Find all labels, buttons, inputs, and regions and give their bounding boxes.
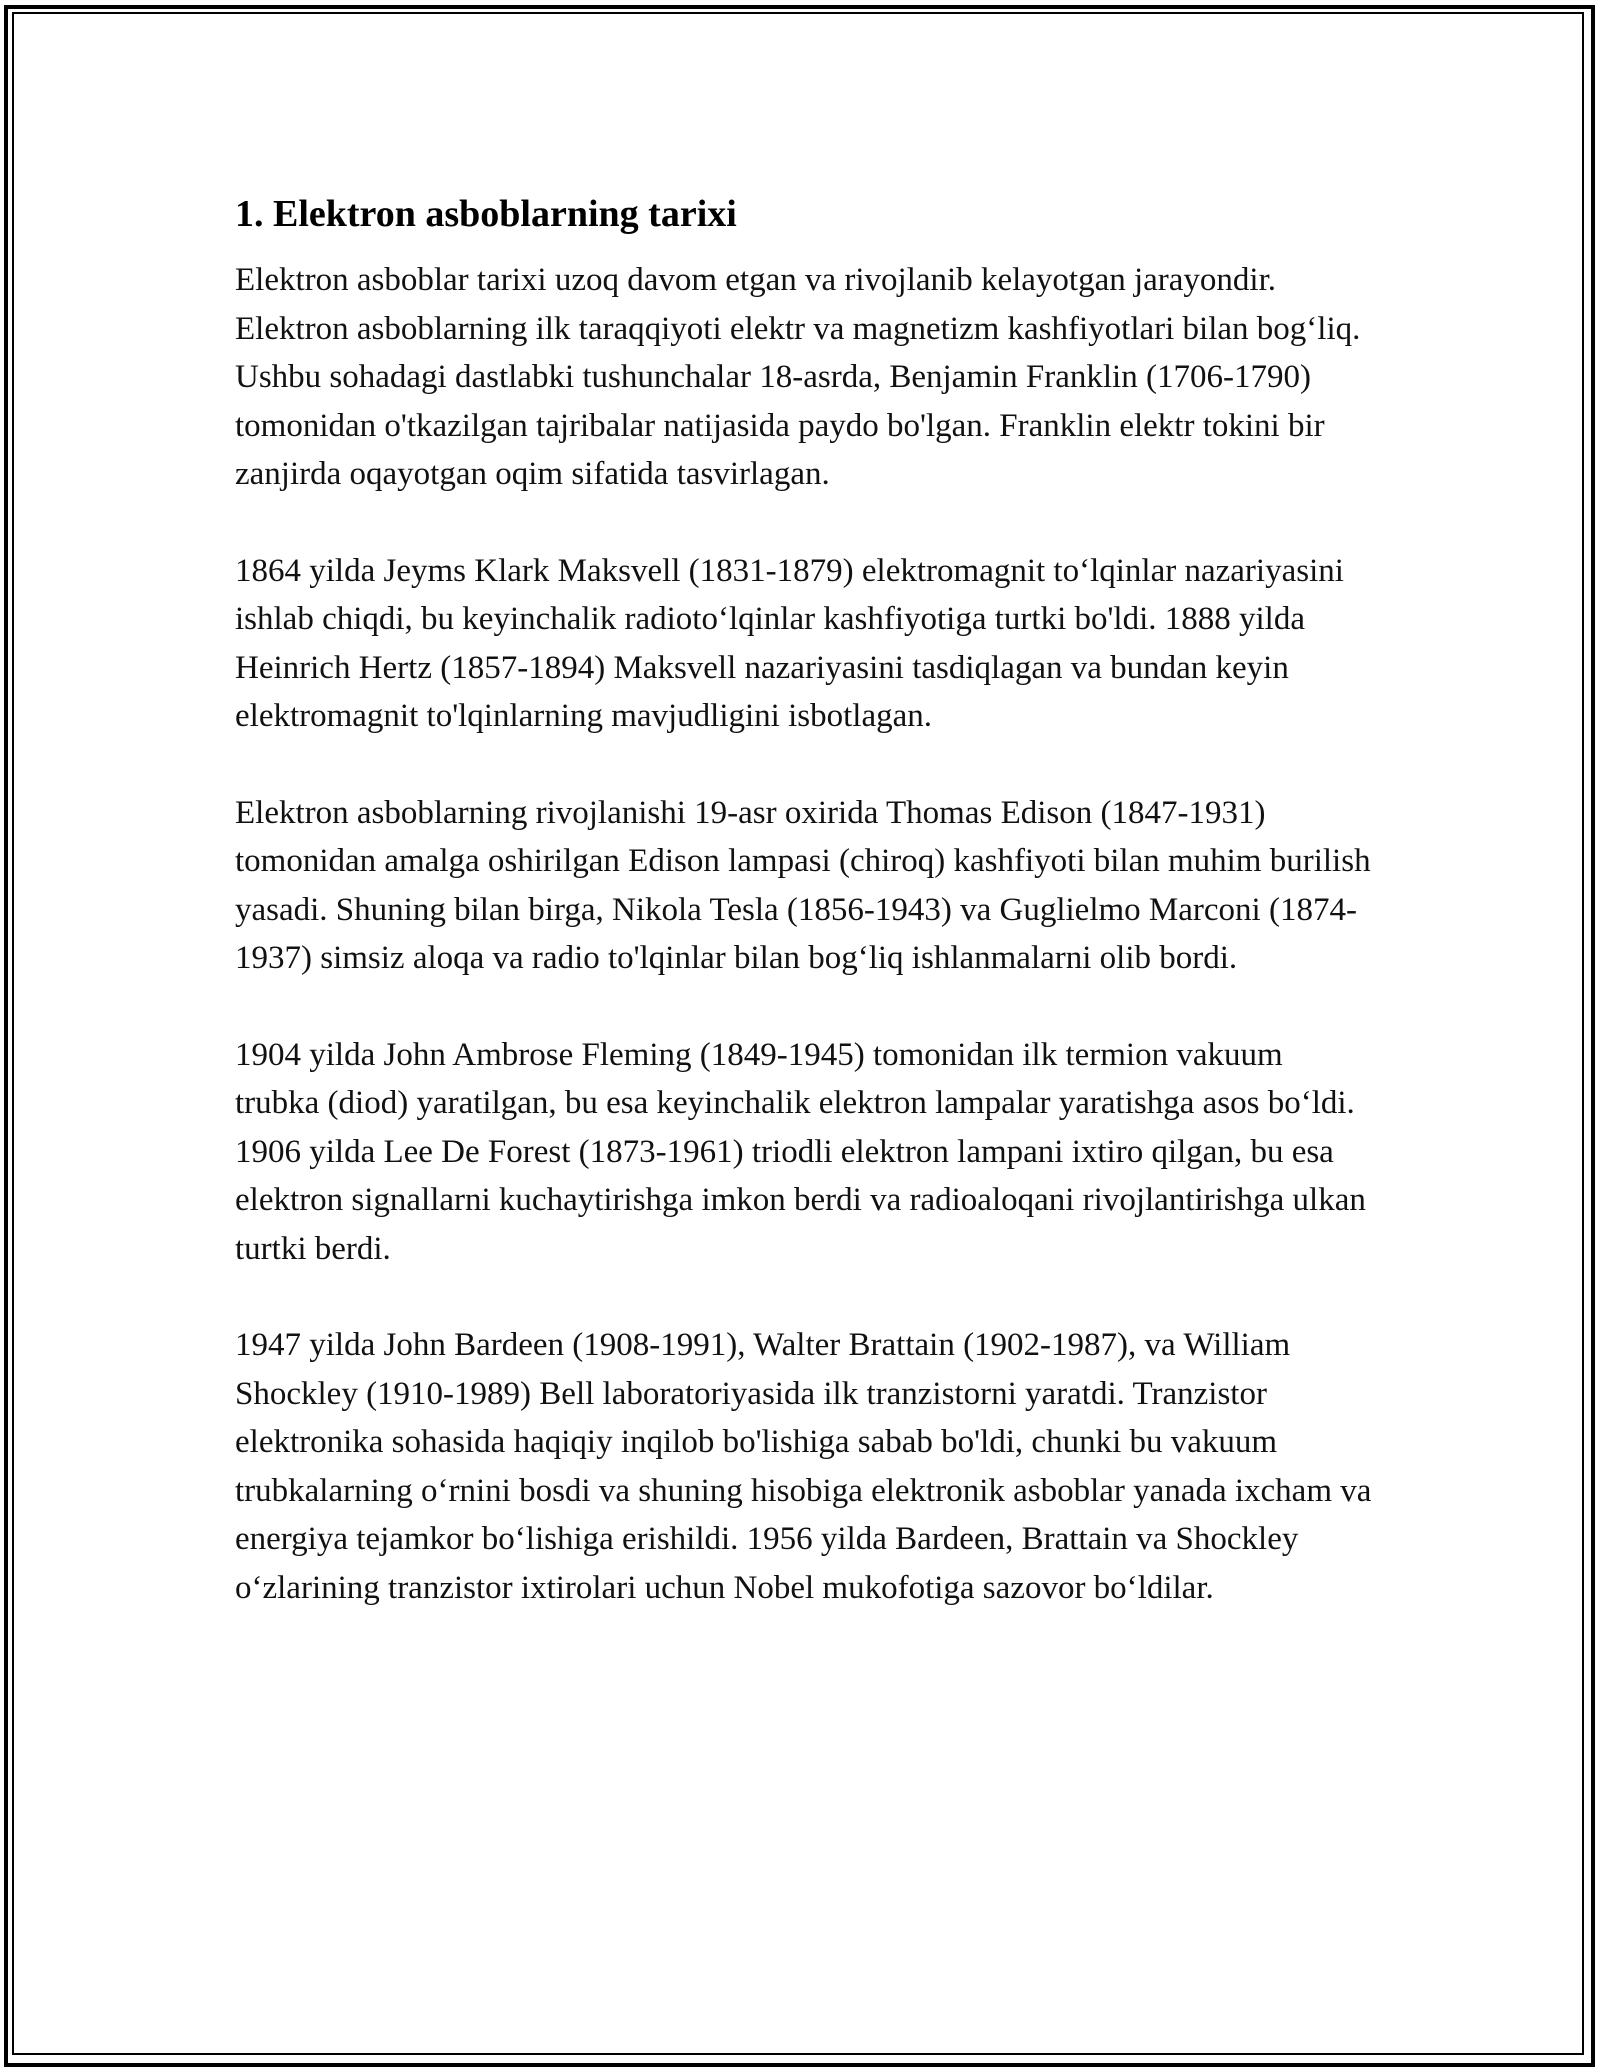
paragraph-franklin: Elektron asboblar tarixi uzoq davom etgan va rivojlanib kelayotgan jarayondir. Elektron asboblarning ilk taraqqiyoti elektr va magnetizm kashfiyotlari bilan bog‘liq. Ushbu sohadagi dastlabki tushunchalar 18-asrda, Benjamin Franklin (1706-1790) tomonidan o'tkazilgan tajribalar natijasida paydo bo'lgan. Franklin elektr tokini bir zanjirda oqayotgan oqim sifatida tasvirlagan. [235, 262, 1361, 492]
document-body [235, 188, 1375, 1660]
paragraph-transistor: 1947 yilda John Bardeen (1908-1991), Walter Brattain (1902-1987), va William Shockley (1910-1989) Bell laboratoriyasida ilk tranzistorni yaratdi. Tranzistor elektronika sohasida haqiqiy inqilob bo'lishiga sabab bo'ldi, chunki bu vakuum trubkalarning o‘rnini bosdi va shuning hisobiga elektronik asboblar yanada ixcham va energiya tejamkor bo‘lishiga erishildi. 1956 yilda Bardeen, Brattain va Shockley o‘zlarining tranzistor ixtirolari uchun Nobel mukofotiga sazovor bo‘ldilar. [235, 1327, 1372, 1606]
section-heading: 1. Elektron asboblarning tarixi [235, 193, 737, 235]
paragraph-fleming-forest: 1904 yilda John Ambrose Fleming (1849-1945) tomonidan ilk termion vakuum trubka (diod) yaratilgan, bu esa keyinchalik elektron lampalar yaratishga asos bo‘ldi. 1906 yilda Lee De Forest (1873-1961) triodli elektron lampani ixtiro qilgan, bu esa elektron signallarni kuchaytirishga imkon berdi va radioaloqani rivojlantirishga ulkan turtki berdi. [235, 1036, 1366, 1267]
paragraph-maxwell-hertz: 1864 yilda Jeyms Klark Maksvell (1831-1879) elektromagnit to‘lqinlar nazariyasini ishlab chiqdi, bu keyinchalik radioto‘lqinlar kashfiyotiga turtki bo'ldi. 1888 yilda Heinrich Hertz (1857-1894) Maksvell nazariyasini tasdiqlagan va bundan keyin elektromagnit to'lqinlarning mavjudligini isbotlagan. [235, 552, 1344, 734]
paragraph-edison-tesla: Elektron asboblarning rivojlanishi 19-asr oxirida Thomas Edison (1847-1931) tomonidan amalga oshirilgan Edison lampasi (chiroq) kashfiyoti bilan muhim burilish yasadi. Shuning bilan birga, Nikola Tesla (1856-1943) va Guglielmo Marconi (1874-1937) simsiz aloqa va radio to'lqinlar bilan bog‘liq ishlanmalarni olib bordi. [235, 794, 1371, 976]
